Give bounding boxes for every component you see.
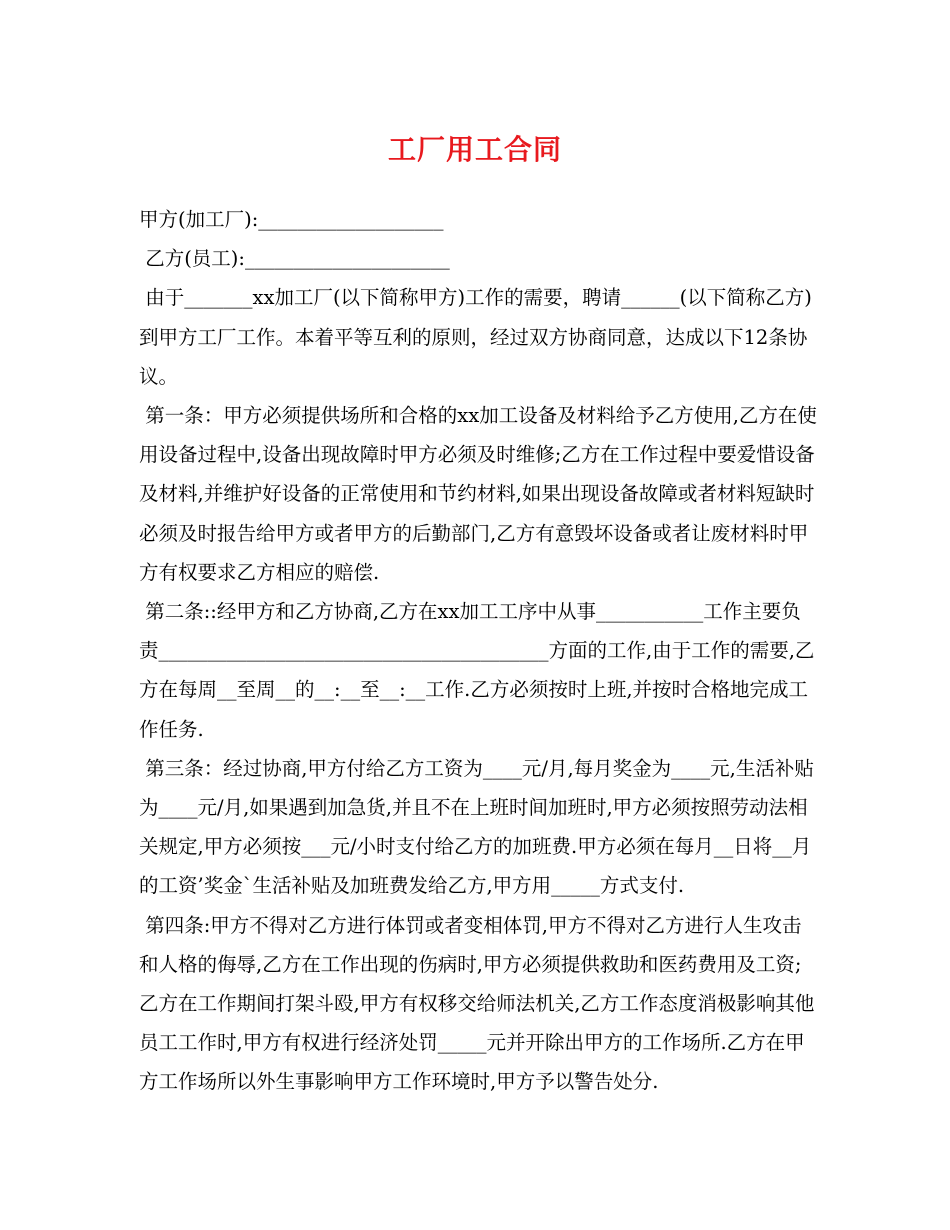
document-body [139,200,819,1102]
preamble-paragraph: 由于_______xx加工厂(以下简称甲方)工作的需要，聘请______(以下简称乙方)到甲方工厂工作。本着平等互利的原则，经过双方协商同意，达成以下12条协议。 [139,286,812,388]
article-4-paragraph: 第四条:甲方不得对乙方进行体罚或者变相体罚,甲方不得对乙方进行人生攻击和人格的侮辱,乙方在工作出现的伤病时,甲方必须提供救助和医药费用及工资;乙方在工作期间打架斗殴,甲方有权移交给师法机关,乙方工作态度消极影响其他员工工作时,甲方有权进行经济处罚_____元并开除出甲方的工作场所.乙方在甲方工作场所以外生事影响甲方工作环境时,甲方予以警告处分. [139,913,815,1094]
party-a-line: 甲方(加工厂):___________________ [139,208,444,231]
article-2-paragraph: 第二条::经甲方和乙方协商,乙方在xx加工工序中从事___________工作主要负责________________________________________方面的工作,由于工作的需要,乙方在每周__至周__的__:__至__:__工作.乙方必须按时上班,并按时合格地完成工作任务. [139,600,815,741]
article-3-paragraph: 第三条：经过协商,甲方付给乙方工资为____元/月,每月奖金为____元,生活补贴为____元/月,如果遇到加急货,并且不在上班时间加班时,甲方必须按照劳动法相关规定,甲方必须按___元/小时支付给乙方的加班费.甲方必须在每月__日将__月的工资’奖金`生活补贴及加班费发给乙方,甲方用_____方式支付. [139,756,814,898]
party-b-line: 乙方(员工):_____________________ [139,247,450,271]
article-1-paragraph: 第一条：甲方必须提供场所和合格的xx加工设备及材料给予乙方使用,乙方在使用设备过程中,设备出现故障时甲方必须及时维修;乙方在工作过程中要爱惜设备及材料,并维护好设备的正常使用和节约材料,如果出现设备故障或者材料短缺时必须及时报告给甲方或者甲方的后勤部门,乙方有意毁坏设备或者让废材料时甲方有权要求乙方相应的赔偿. [139,404,817,584]
document-title: 工厂用工合同 [387,133,562,166]
